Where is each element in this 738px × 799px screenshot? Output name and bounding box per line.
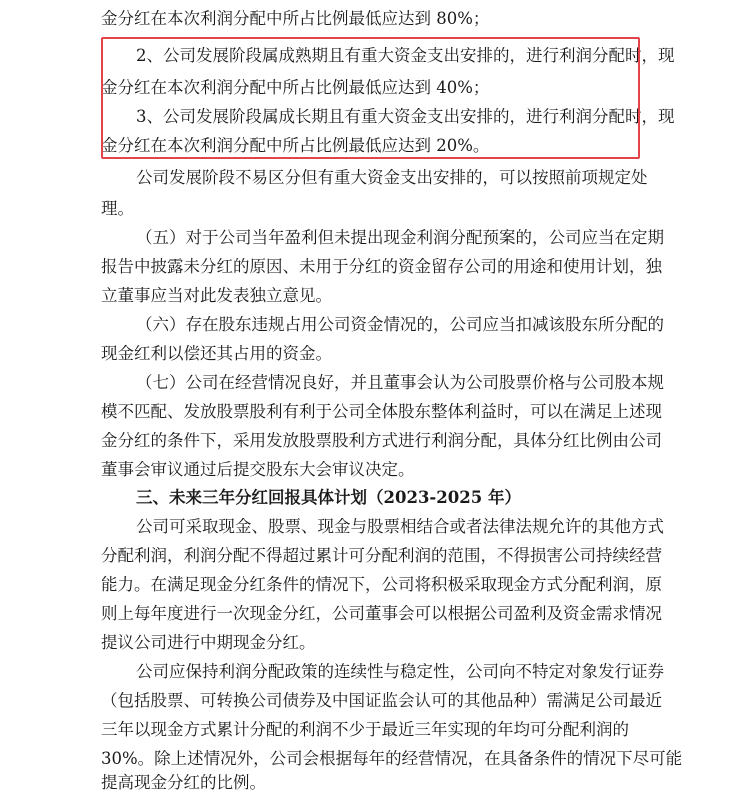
- section-heading: [0, 482, 738, 514]
- line-text: 公司应保持利润分配政策的连续性与稳定性，公司向不特定对象发行证券: [136, 662, 664, 681]
- line-text: 公司可采取现金、股票、现金与股票相结合或者法律法规允许的其他方式: [136, 517, 664, 536]
- line-text: 能力。在满足现金分红条件的情况下，公司将积极采取现金方式分配利润，原: [101, 575, 662, 594]
- text-line: [0, 162, 738, 194]
- text-line: [0, 309, 738, 341]
- text-line: [0, 193, 738, 225]
- line-text: 2、公司发展阶段属成熟期且有重大资金支出安排的，进行利润分配时，现: [136, 46, 675, 65]
- line-text: 提议公司进行中期现金分红。: [101, 633, 316, 652]
- line-text: 提高现金分红的比例。: [101, 773, 266, 792]
- line-text: 模不匹配、发放股票股利有利于公司全体股东整体利益时，可以在满足上述现: [101, 402, 662, 421]
- text-line: [0, 72, 738, 104]
- line-text: 金分红在本次利润分配中所占比例最低应达到 80%；: [101, 9, 490, 28]
- section-heading-text: 三、未来三年分红回报具体计划（2023-2025 年）: [136, 488, 521, 507]
- line-text: （五）对于公司当年盈利但未提出现金利润分配预案的，公司应当在定期: [136, 228, 664, 247]
- text-line: [0, 101, 738, 133]
- line-text: 则上每年度进行一次现金分红，公司董事会可以根据公司盈利及资金需求情况: [101, 604, 662, 623]
- text-line: [0, 685, 738, 717]
- line-text: 金分红在本次利润分配中所占比例最低应达到 40%；: [101, 78, 490, 97]
- text-line: [0, 251, 738, 283]
- text-line: [0, 767, 738, 799]
- line-text: 报告中披露未分红的原因、未用于分红的资金留存公司的用途和使用计划，独: [101, 257, 662, 276]
- text-line: [0, 40, 738, 72]
- text-line: [0, 396, 738, 428]
- text-line: [0, 598, 738, 630]
- line-text: （七）公司在经营情况良好，并且董事会认为公司股票价格与公司股本规: [136, 373, 664, 392]
- text-line: [0, 627, 738, 659]
- line-text: 3、公司发展阶段属成长期且有重大资金支出安排的，进行利润分配时，现: [136, 107, 675, 126]
- text-line: [0, 569, 738, 601]
- line-text: 现金红利以偿还其占用的资金。: [101, 344, 332, 363]
- text-line: [0, 511, 738, 543]
- text-line: [0, 338, 738, 370]
- text-line: [0, 280, 738, 312]
- line-text: 金分红的条件下，采用发放股票股利方式进行利润分配，具体分红比例由公司: [101, 431, 662, 450]
- line-text: 董事会审议通过后提交股东大会审议决定。: [101, 460, 415, 479]
- text-line: [0, 367, 738, 399]
- line-text: 金分红在本次利润分配中所占比例最低应达到 20%。: [101, 136, 490, 155]
- text-line: [0, 425, 738, 457]
- text-line: [0, 3, 738, 35]
- text-line: [0, 130, 738, 162]
- line-text: （六）存在股东违规占用公司资金情况的，公司应当扣减该股东所分配的: [136, 315, 664, 334]
- line-text: 理。: [101, 199, 134, 218]
- text-line: [0, 714, 738, 746]
- line-text: 分配利润，利润分配不得超过累计可分配利润的范围，不得损害公司持续经营: [101, 546, 662, 565]
- line-text: （包括股票、可转换公司债券及中国证监会认可的其他品种）需满足公司最近: [101, 691, 662, 710]
- line-text: 立董事应当对此发表独立意见。: [101, 286, 332, 305]
- line-text: 30%。除上述情况外，公司会根据每年的经营情况，在具备条件的情况下尽可能: [101, 749, 683, 768]
- line-text: 公司发展阶段不易区分但有重大资金支出安排的，可以按照前项规定处: [136, 168, 648, 187]
- line-text: 三年以现金方式累计分配的利润不少于最近三年实现的年均可分配利润的: [101, 720, 629, 739]
- text-line: [0, 222, 738, 254]
- text-line: [0, 656, 738, 688]
- text-line: [0, 540, 738, 572]
